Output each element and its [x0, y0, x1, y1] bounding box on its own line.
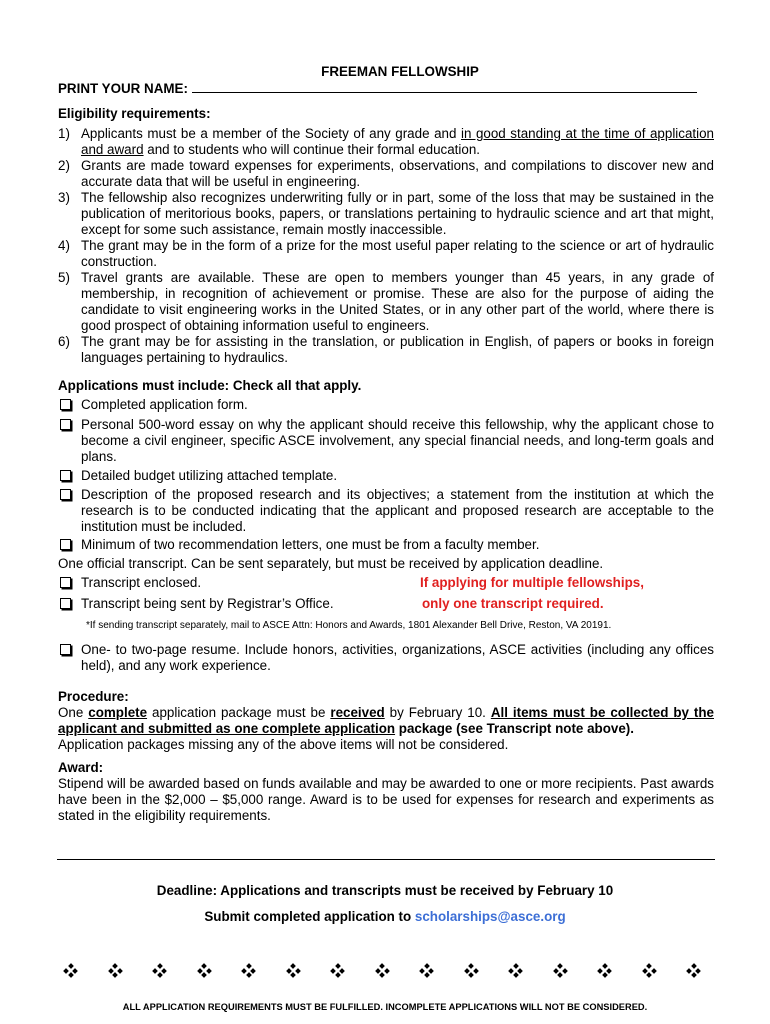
checklist-label: Minimum of two recommendation letters, one must be from a faculty member.: [81, 537, 540, 552]
item-text: The fellowship also recognizes underwriting fully or in part, some of the loss that may be sustained in the publication of meritorious books, papers, or translations pertaining to hydraulic science and art that might, except for some such assistance, remain mostly inaccessible.: [81, 190, 714, 237]
checklist-item: [58, 417, 714, 465]
page-title: FREEMAN FELLOWSHIP: [321, 64, 479, 79]
diamond-ornament-icon: [198, 964, 211, 977]
item-number: 2): [58, 158, 70, 173]
checklist-label: Transcript being sent by Registrar’s Office.: [81, 596, 334, 611]
diamond-ornament-icon: [287, 964, 300, 977]
eligibility-item: [58, 190, 714, 238]
checklist-item: [58, 397, 714, 413]
submit-email-link[interactable]: scholarships@asce.org: [414, 909, 566, 924]
checkbox[interactable]: [60, 419, 71, 430]
item-text: and to students who will continue their formal education.: [143, 142, 480, 157]
multiple-fellowship-note: If applying for multiple fellowships,: [420, 575, 644, 590]
diamond-ornament-icon: [376, 964, 389, 977]
eligibility-item: [58, 126, 714, 158]
procedure-emphasis: package (see Transcript note above).: [395, 721, 634, 736]
procedure-emphasis: received: [330, 705, 385, 720]
diamond-ornament-icon: [509, 964, 522, 977]
procedure-warning: Application packages missing any of the above items will not be considered.: [58, 737, 509, 752]
diamond-ornament-icon: [420, 964, 433, 977]
checkbox[interactable]: [60, 577, 71, 588]
item-text: The grant may be in the form of a prize for the most useful paper relating to the science or art of hydraulic construction.: [81, 238, 714, 269]
divider: [57, 859, 715, 860]
checkbox[interactable]: [60, 539, 71, 550]
diamond-ornament-icon: [64, 964, 77, 977]
eligibility-list: [58, 126, 714, 366]
item-number: 6): [58, 334, 70, 349]
transcript-row: [58, 596, 714, 615]
item-text: Travel grants are available. These are open to members younger than 45 years, in any grade of membership, in recognition of achievement or promise. These are also for the purpose of aiding the candidate to visit engineering works in the United States, or in any other part of the world, where there is good prospect of obtaining information useful to engineers.: [81, 270, 714, 333]
mailing-note: *If sending transcript separately, mail to ASCE Attn: Honors and Awards, 1801 Alexander Bell Drive, Reston, VA 20191.: [86, 620, 612, 631]
item-number: 3): [58, 190, 70, 205]
submit-line: [0, 909, 770, 925]
checklist-item: [58, 596, 334, 612]
checkbox[interactable]: [60, 644, 71, 655]
checklist-item: [58, 575, 201, 591]
checkbox[interactable]: [60, 489, 71, 500]
diamond-ornament-icon: [643, 964, 656, 977]
award-heading: Award:: [58, 760, 104, 775]
checklist-label: Detailed budget utilizing attached template.: [81, 468, 338, 483]
checkbox[interactable]: [60, 470, 71, 481]
checklist-item: [58, 468, 714, 484]
name-label: PRINT YOUR NAME:: [58, 81, 188, 96]
item-number: 1): [58, 126, 70, 141]
name-field-row: [58, 80, 714, 97]
checklist-item: [58, 487, 714, 535]
award-text: Stipend will be awarded based on funds available and may be awarded to one or more recipients. Past awards have been in the $2,000 – $5,000 range. Award is to be used for expenses for research and experiments as stated in the eligibility requirements.: [58, 776, 714, 823]
procedure-fragment: application package must be: [147, 705, 331, 720]
procedure-emphasis: complete: [88, 705, 148, 720]
item-text: Grants are made toward expenses for experiments, observations, and compilations to discover new and accurate data that will be useful in engineering.: [81, 158, 714, 189]
deadline-text: Deadline: Applications and transcripts must be received by February 10: [156, 883, 614, 898]
procedure-fragment: One: [58, 705, 89, 720]
diamond-ornament-icon: [153, 964, 166, 977]
checklist-item: [58, 642, 714, 674]
procedure-text: [58, 705, 714, 737]
checklist-label: Description of the proposed research and its objectives; a statement from the institution at which the research is to be conducted indicating that the applicant and proposed research are acceptable to the institution must be included.: [81, 487, 714, 534]
document-body: [58, 64, 714, 824]
diamond-ornament-icon: [554, 964, 567, 977]
checkbox[interactable]: [60, 399, 71, 410]
checklist-label: Personal 500-word essay on why the applicant should receive this fellowship, why the applicant chose to become a civil engineer, specific ASCE involvement, any special financial needs, and long-term goals and plans.: [81, 417, 714, 464]
eligibility-heading: Eligibility requirements:: [58, 106, 211, 121]
name-blank-line[interactable]: [192, 80, 697, 93]
footer-notice: ALL APPLICATION REQUIREMENTS MUST BE FULFILLED. INCOMPLETE APPLICATIONS WILL NOT BE CONSIDERED.: [122, 1002, 648, 1012]
checklist-label: Completed application form.: [81, 397, 248, 412]
item-text: Applicants must be a member of the Society of any grade and: [81, 126, 461, 141]
procedure-section: [58, 689, 714, 753]
transcript-line: One official transcript. Can be sent separately, but must be received by application deadline.: [58, 556, 604, 571]
item-number: 5): [58, 270, 70, 285]
one-transcript-note: only one transcript required.: [422, 596, 604, 611]
diamond-ornament-icon: [242, 964, 255, 977]
diamond-divider: [64, 964, 700, 977]
checklist-label: Transcript enclosed.: [81, 575, 202, 590]
item-underlined-text: in good standing at the time of application and award: [81, 126, 714, 157]
diamond-ornament-icon: [465, 964, 478, 977]
item-text: The grant may be for assisting in the translation, or publication in English, of papers or books in foreign languages pertaining to hydraulics.: [81, 334, 714, 365]
checklist-item: [58, 537, 714, 553]
checklist-label: One- to two-page resume. Include honors, activities, organizations, ASCE activities (including any offices held), and any work experience.: [81, 642, 714, 673]
eligibility-item: [58, 334, 714, 366]
diamond-ornament-icon: [109, 964, 122, 977]
procedure-fragment: by February 10.: [384, 705, 491, 720]
eligibility-item: [58, 238, 714, 270]
procedure-heading: Procedure:: [58, 689, 129, 704]
item-number: 4): [58, 238, 70, 253]
award-section: [58, 760, 714, 824]
transcript-row: [58, 575, 714, 594]
eligibility-item: [58, 270, 714, 334]
diamond-ornament-icon: [598, 964, 611, 977]
procedure-emphasis: All items must be collected by the applicant and submitted as one complete application: [58, 705, 714, 736]
eligibility-item: [58, 158, 714, 190]
diamond-ornament-icon: [687, 964, 700, 977]
checkbox[interactable]: [60, 598, 71, 609]
submit-label: Submit completed application to: [204, 909, 415, 924]
diamond-ornament-icon: [331, 964, 344, 977]
applications-heading: Applications must include: Check all that apply.: [58, 378, 362, 393]
